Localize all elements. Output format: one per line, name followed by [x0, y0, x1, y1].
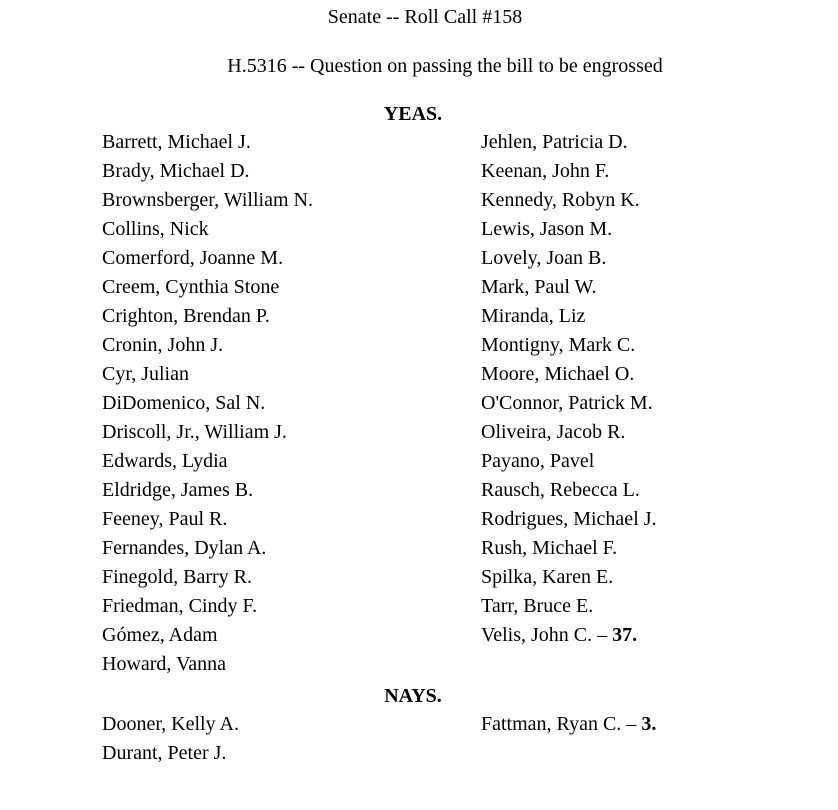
- yea-name: Finegold, Barry R.: [102, 566, 252, 588]
- yea-name: Collins, Nick: [102, 218, 209, 240]
- yea-count: 37.: [612, 624, 638, 646]
- yea-name: Keenan, John F.: [481, 160, 610, 182]
- yeas-right-column: [481, 128, 657, 650]
- yea-name: O'Connor, Patrick M.: [481, 392, 653, 414]
- yea-name: Rodrigues, Michael J.: [481, 508, 657, 530]
- nays-right-column: [481, 710, 656, 739]
- yea-name: Barrett, Michael J.: [102, 131, 251, 153]
- yea-name: Edwards, Lydia: [102, 450, 228, 472]
- yea-name: Friedman, Cindy F.: [102, 595, 258, 617]
- yea-name: Kennedy, Robyn K.: [481, 189, 640, 211]
- yea-name: Feeney, Paul R.: [102, 508, 228, 530]
- yea-name: Rausch, Rebecca L.: [481, 479, 640, 501]
- nay-name: Dooner, Kelly A.: [102, 713, 239, 735]
- nay-total-line: [481, 710, 656, 739]
- yea-name: Fernandes, Dylan A.: [102, 537, 267, 559]
- yea-name: Gómez, Adam: [102, 624, 218, 646]
- yea-name: Payano, Pavel: [481, 450, 595, 472]
- nay-name: Fattman, Ryan C.: [481, 713, 622, 735]
- yea-name: Spilka, Karen E.: [481, 566, 614, 588]
- nays-heading: NAYS.: [384, 685, 442, 707]
- yea-name: Driscoll, Jr., William J.: [102, 421, 287, 443]
- yea-name: Velis, John C.: [481, 624, 593, 646]
- yea-name: Jehlen, Patricia D.: [481, 131, 628, 153]
- nays-left-column: [102, 710, 239, 768]
- yea-name: Brady, Michael D.: [102, 160, 250, 182]
- yea-name: Comerford, Joanne M.: [102, 247, 284, 269]
- yea-name: Creem, Cynthia Stone: [102, 276, 280, 298]
- yea-total-line: [481, 621, 657, 650]
- yea-name: Lewis, Jason M.: [481, 218, 613, 240]
- yea-name: Lovely, Joan B.: [481, 247, 607, 269]
- yea-name: Crighton, Brendan P.: [102, 305, 270, 327]
- yea-name: DiDomenico, Sal N.: [102, 392, 266, 414]
- yea-name: Cronin, John J.: [102, 334, 224, 356]
- yea-name: Miranda, Liz: [481, 305, 586, 327]
- nay-count: 3.: [641, 713, 657, 735]
- yea-name: Eldridge, James B.: [102, 479, 254, 501]
- yea-name: Montigny, Mark C.: [481, 334, 636, 356]
- question-title: H.5316 -- Question on passing the bill to be engrossed: [227, 55, 663, 77]
- yea-name: Mark, Paul W.: [481, 276, 597, 298]
- yea-name: Howard, Vanna: [102, 653, 227, 675]
- yea-name: Brownsberger, William N.: [102, 189, 313, 211]
- nay-name: Durant, Peter J.: [102, 742, 227, 764]
- yeas-heading: YEAS.: [383, 103, 443, 125]
- separator: –: [626, 713, 637, 735]
- yea-name: Oliveira, Jacob R.: [481, 421, 626, 443]
- yea-name: Moore, Michael O.: [481, 363, 635, 385]
- roll-call-title: Senate -- Roll Call #158: [327, 6, 523, 28]
- yea-name: Tarr, Bruce E.: [481, 595, 594, 617]
- yeas-left-column: [102, 128, 313, 679]
- separator: –: [597, 624, 608, 646]
- yea-name: Cyr, Julian: [102, 363, 189, 385]
- yea-name: Rush, Michael F.: [481, 537, 618, 559]
